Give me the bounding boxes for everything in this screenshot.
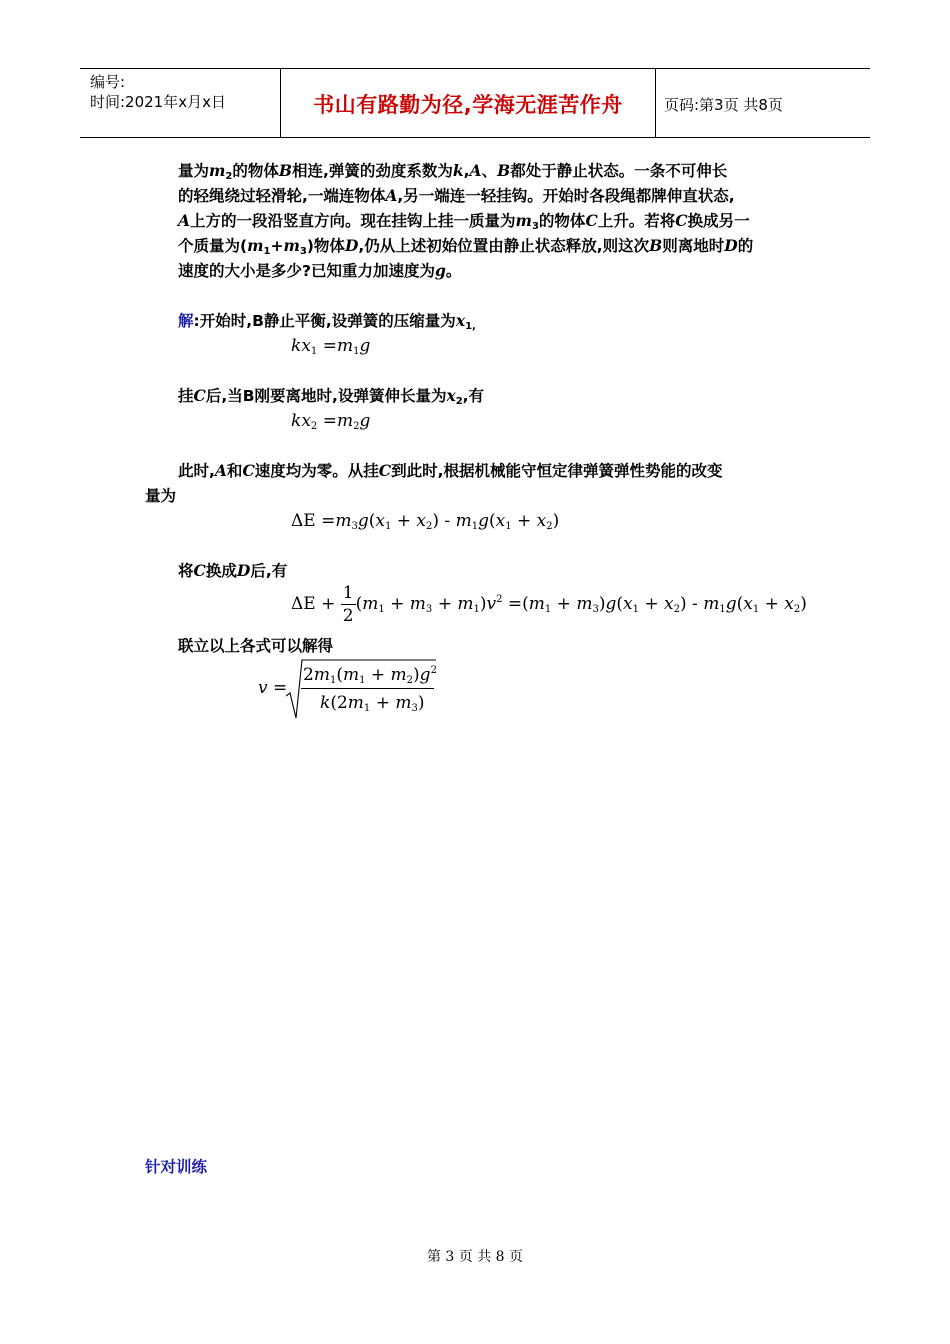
solution-line-6: 联立以上各式可以解得 [178,637,334,655]
solution-line-1: 解:开始时,B静止平衡,设弹簧的压缩量为$x_{1,}$ [178,311,476,332]
header-motto: 书山有路勤为径,学海无涯苦作舟 [313,93,623,117]
equation-3: $\Delta E =m_3g(x_1 + x_2) - m_1g(x_1 + x_2)$ [291,511,560,532]
time-label: 时间:2021年x月x日 [90,93,226,111]
page-info: 页码:第3页 共8页 [664,96,783,114]
header-right-cell [655,69,870,137]
equation-5-numerator: $2m_1(m_1 + m_2)g^2$ [303,665,437,686]
number-label: 编号: [90,73,126,91]
solution-line-2: 挂C后,当B刚要离地时,设弹簧伸长量为$x_2$,有 [178,386,485,407]
solution-line-3: 此时,A和C速度均为零。从挂C到此时,根据机械能守恒定律弹簧弹性势能的改变 [178,461,723,480]
equation-5-denominator: $k(2m_1 + m_3)$ [320,693,425,714]
solution-line-5: 将C换成D后,有 [178,561,288,580]
equation-5-lhs: v = [258,678,288,698]
solution-label: 解 [178,312,194,330]
fraction-bar [301,688,434,689]
solution-line-4: 量为 [145,487,177,505]
problem-line-5: 速度的大小是多少?已知重力加速度为g。 [178,261,462,280]
equation-4: ΔE + $\frac{1}{2}$ $(m_1 + m_3 + m_1)v^2 =(m_1 + m_3)g(x_1 + x_2) - m_1g(x_1 + x_2)$ [291,583,807,626]
page-header [80,68,870,138]
equation-2: $kx_2 =m_2g$ [291,411,371,432]
problem-line-3: A上方的一段沿竖直方向。现在挂钩上挂一质量为$m_3$的物体C上升。若将C换成另一 [178,211,750,232]
equation-1: $kx_1 =m_1g$ [291,336,371,357]
header-motto-cell [280,69,656,137]
problem-line-1: 量为$m_2$的物体B相连,弹簧的劲度系数为k,A、B都处于静止状态。一条不可伸长 [178,161,728,182]
page-footer: 第 3 页 共 8 页 [426,1249,524,1265]
section-title: 针对训练 [145,1158,208,1176]
header-left-cell [80,69,280,137]
problem-line-4: 个质量为$(m_1+m_3)$物体D,仍从上述初始位置由静止状态释放,则这次B则离地时D的 [178,236,754,257]
fraction-one-half: $\frac{1}{2}$ [342,583,354,626]
problem-line-2: 的轻绳绕过轻滑轮,一端连物体A,另一端连一轻挂钩。开始时各段绳都牌伸直状态, [178,186,735,205]
